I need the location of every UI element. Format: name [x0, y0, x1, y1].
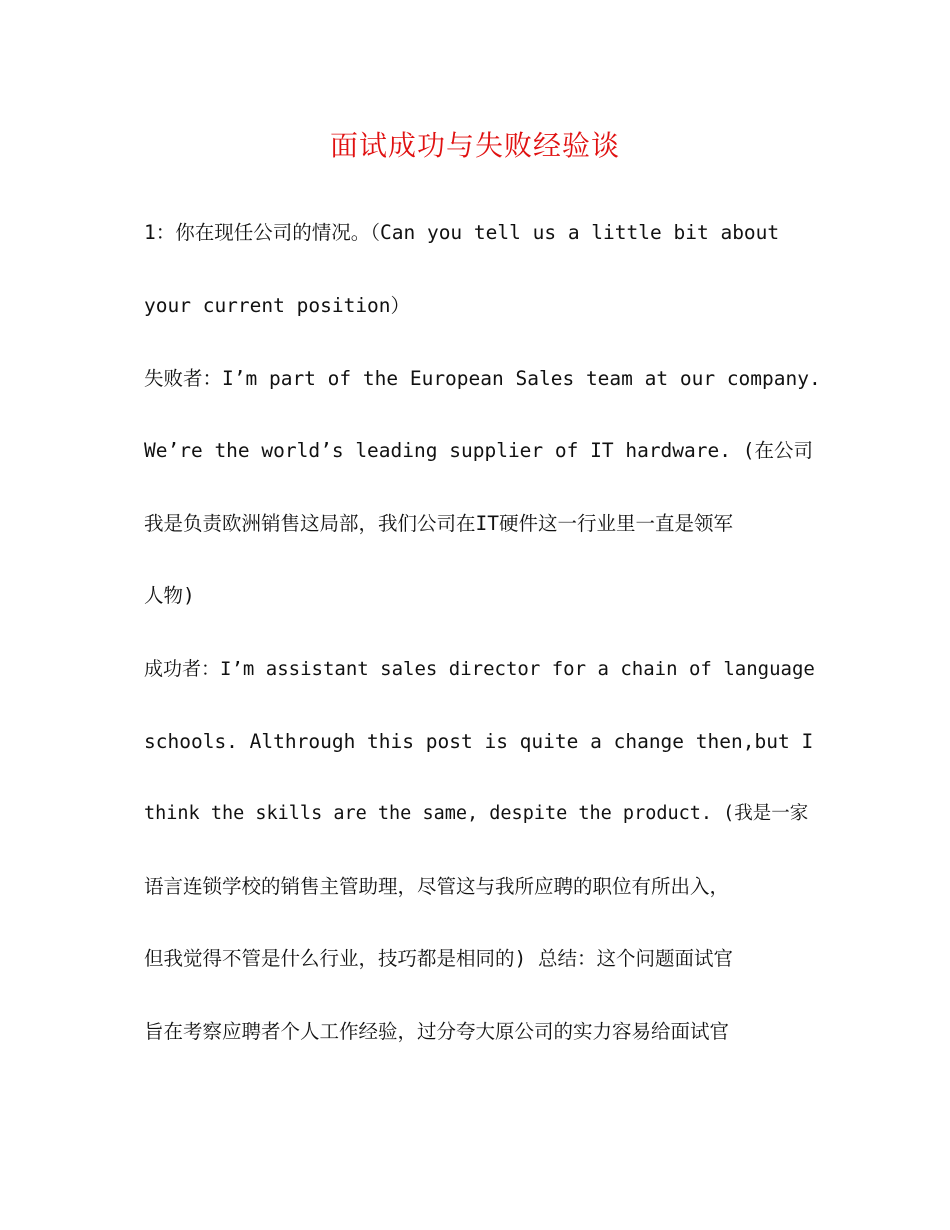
body-line: 但我觉得不管是什么行业，技巧都是相同的) 总结：这个问题面试官	[144, 947, 733, 970]
body-line: 我是负责欧洲销售这局部，我们公司在IT硬件这一行业里一直是领军	[144, 512, 733, 535]
body-line: your current position）	[144, 294, 411, 317]
body-line: 旨在考察应聘者个人工作经验，过分夸大原公司的实力容易给面试官	[144, 1020, 730, 1043]
body-line: 人物)	[144, 584, 195, 607]
body-line: schools. Althrough this post is quite a change then,but I	[144, 730, 814, 753]
body-line: 成功者：I’m assistant sales director for a chain of language	[144, 658, 815, 680]
body-line: 失败者：I’m part of the European Sales team at our company.	[144, 367, 821, 390]
document-title: 面试成功与失败经验谈	[329, 129, 620, 162]
body-line: 语言连锁学校的销售主管助理，尽管这与我所应聘的职位有所出入，	[144, 875, 730, 898]
body-line: We’re the world’s leading supplier of IT hardware. (在公司	[144, 439, 813, 462]
body-line: 1：你在现任公司的情况。（Can you tell us a little bit about	[144, 221, 780, 244]
body-line: think the skills are the same, despite the product. (我是一家	[144, 803, 809, 824]
